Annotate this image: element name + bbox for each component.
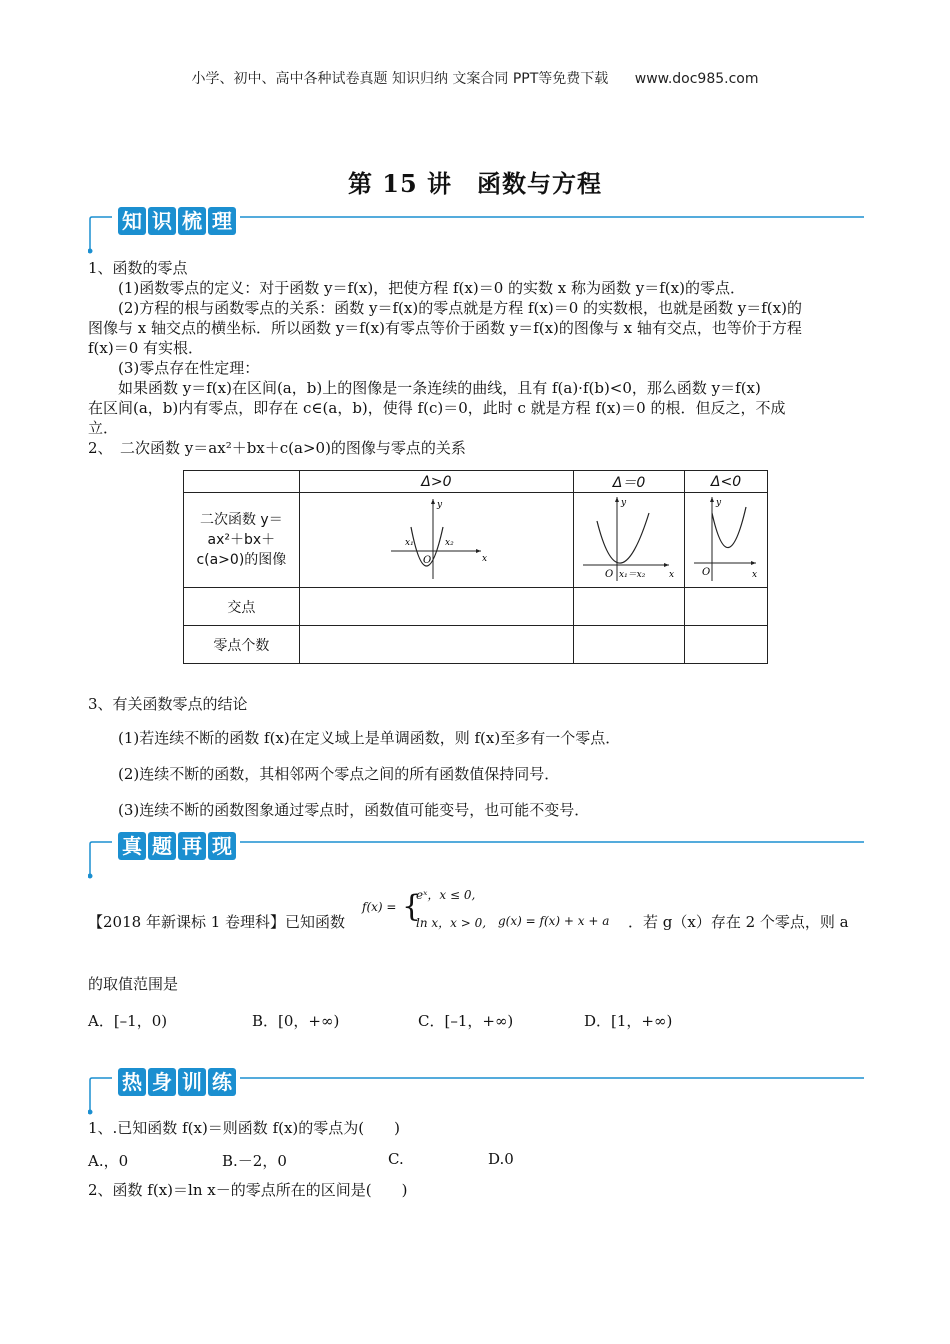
s1-p2c: f(x)＝0 有实根．: [88, 339, 204, 357]
warmup-q2: 2、函数 f(x)＝ln x－的零点所在的区间是( ): [88, 1181, 408, 1199]
exam-option-c[interactable]: C．[–1，+∞): [418, 1012, 514, 1030]
origin-label: O: [702, 567, 711, 578]
axis-label-y: y: [437, 500, 443, 510]
banner-char: 身: [148, 1068, 176, 1096]
s3-title: 3、有关函数零点的结论: [88, 695, 248, 713]
double-root-label: x₁＝x₂: [619, 570, 646, 580]
row-label-intersections: 交点: [184, 588, 300, 626]
banner-char: 题: [148, 832, 176, 860]
s1-p2b: 图像与 x 轴交点的横坐标．所以函数 y＝f(x)有零点等价于函数 y＝f(x)的图像与 x 轴有交点，也等价于方程: [88, 319, 802, 337]
s1-title: 1、函数的零点: [88, 259, 188, 277]
graph-one-root: [574, 493, 685, 588]
quadratic-table: [183, 470, 768, 664]
axis-label-x: x: [669, 570, 675, 580]
exam-case-2: ln x，x > 0,: [416, 916, 487, 930]
page-title: 第 15 讲 函数与方程: [347, 169, 603, 198]
s1-p3: (3)零点存在性定理：: [118, 359, 260, 377]
s3-p3: (3)连续不断的函数图象通过零点时，函数值可能变号，也可能不变号．: [118, 801, 590, 819]
banner-char: 再: [178, 832, 206, 860]
banner-char: 识: [148, 207, 176, 235]
parabola-one-root: [579, 493, 679, 583]
exam-gx: g(x) = f(x) + x + a: [498, 914, 610, 928]
s1-p1: (1)函数零点的定义：对于函数 y＝f(x)，把使方程 f(x)＝0 的实数 x 称为函数 y＝f(x)的零点．: [118, 279, 745, 297]
s1-p4b: 在区间(a，b)内有零点，即存在 c∈(a，b)，使得 f(c)＝0，此时 c 就是方程 f(x)＝0 的根．但反之，不成: [88, 399, 786, 417]
s3-p1: (1)若连续不断的函数 f(x)在定义域上是单调函数，则 f(x)至多有一个零点．: [118, 729, 621, 747]
graph-no-root: [685, 493, 768, 588]
axis-label-y: y: [621, 498, 627, 508]
root-label-x2: x₂: [445, 538, 455, 548]
row-label-line: ax²＋bx＋: [207, 532, 276, 548]
col-header-zero: Δ＝0: [574, 471, 685, 493]
brace: {: [402, 889, 422, 924]
graph-two-roots: [299, 493, 573, 588]
banner-char: 梳: [178, 207, 206, 235]
warmup-q1: 1、.已知函数 f(x)＝则函数 f(x)的零点为( ): [88, 1119, 400, 1137]
exam-tail: ．若 g（x）存在 2 个零点，则 a: [628, 913, 849, 931]
header-text: 小学、初中、高中各种试卷真题 知识归纳 文案合同 PPT等免费下载: [191, 71, 609, 87]
s1-p4c: 立．: [88, 419, 119, 437]
banner-char: 知: [118, 207, 146, 235]
banner-char: 练: [208, 1068, 236, 1096]
row-label-zero-count: 零点个数: [184, 626, 300, 664]
origin-label: O: [423, 555, 432, 566]
banner-char: 热: [118, 1068, 146, 1096]
exam-source: 【2018 年新课标 1 卷理科】已知函数: [88, 913, 346, 931]
s3-p2: (2)连续不断的函数，其相邻两个零点之间的所有函数值保持同号．: [118, 765, 560, 783]
row-label-line: c(a>0)的图像: [196, 552, 287, 568]
row-label-graph: [184, 493, 300, 588]
parabola-two-roots: [381, 495, 491, 581]
origin-label: O: [605, 569, 614, 580]
parabola-no-root: [690, 493, 762, 583]
warmup-q1-option-b[interactable]: B.－2，0: [222, 1152, 287, 1170]
s1-p2a: (2)方程的根与函数零点的关系：函数 y＝f(x)的零点就是方程 f(x)＝0 的实数根，也就是函数 y＝f(x)的: [118, 299, 802, 317]
exam-option-d[interactable]: D．[1，+∞): [584, 1012, 673, 1030]
axis-label-x: x: [482, 554, 488, 564]
col-header-pos: Δ>0: [299, 471, 573, 493]
exam-case-1: eˣ，x ≤ 0,: [416, 888, 476, 902]
banner-char: 真: [118, 832, 146, 860]
root-label-x1: x₁: [405, 538, 415, 548]
s1-p4a: 如果函数 y＝f(x)在区间(a，b)上的图像是一条连续的曲线，且有 f(a)·f(b)<0，那么函数 y＝f(x): [118, 379, 761, 397]
section-banner-real-exam: [88, 830, 864, 870]
exam-line2: 的取值范围是: [88, 975, 179, 993]
exam-option-b[interactable]: B．[0，+∞): [252, 1012, 340, 1030]
banner-char: 现: [208, 832, 236, 860]
section-banner-knowledge: [88, 205, 864, 245]
row-label-line: 二次函数 y＝: [199, 512, 283, 528]
section-banner-warmup: [88, 1066, 864, 1106]
exam-option-a[interactable]: A．[–1，0): [88, 1012, 168, 1030]
warmup-q1-option-d[interactable]: D.0: [488, 1150, 514, 1168]
page-header: [0, 68, 950, 88]
warmup-q1-option-a[interactable]: A.，0: [88, 1152, 129, 1170]
exam-fx: f(x) =: [362, 900, 397, 914]
axis-label-x: x: [752, 570, 758, 580]
header-url[interactable]: www.doc985.com: [634, 71, 759, 87]
banner-char: 理: [208, 207, 236, 235]
axis-label-y: y: [716, 498, 722, 508]
banner-char: 训: [178, 1068, 206, 1096]
warmup-q1-option-c[interactable]: C.: [388, 1150, 404, 1168]
col-header-neg: Δ<0: [685, 471, 768, 493]
s2-title: 2、 二次函数 y＝ax²＋bx＋c(a>0)的图像与零点的关系: [88, 439, 466, 457]
